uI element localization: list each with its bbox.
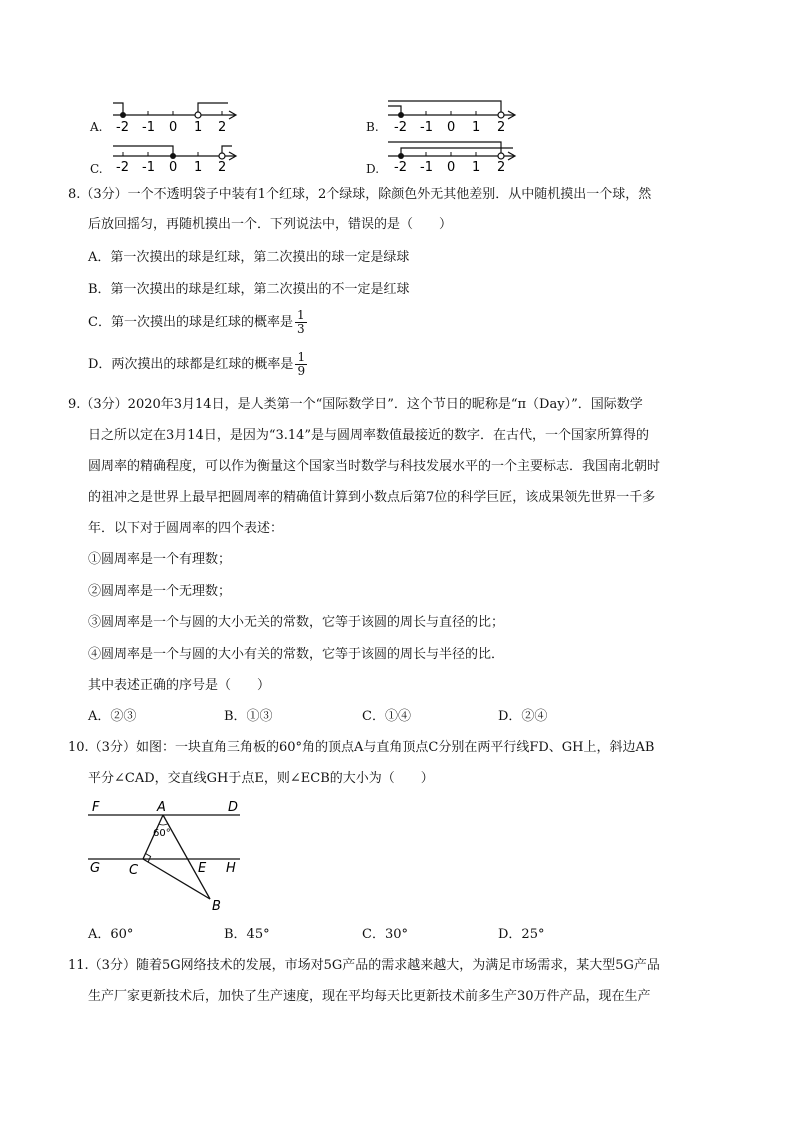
tick-label: 0 (169, 120, 178, 135)
angle-label: 60° (153, 828, 171, 839)
q9-stem-line5: 年．以下对于圆周率的四个表述： (88, 521, 284, 536)
label-e: E (198, 861, 207, 876)
q9-statement-3: ③圆周率是一个与圆的大小无关的常数，它等于该圆的周长与直径的比； (88, 615, 505, 630)
tick-label: 2 (497, 120, 506, 135)
q9-statement-2: ②圆周率是一个无理数； (88, 584, 232, 599)
q9-option-a[interactable]: A．②③ (88, 709, 137, 724)
q9-option-b[interactable]: B．①③ (224, 709, 273, 724)
label-a: A (157, 800, 166, 815)
tick-label: 0 (169, 160, 178, 175)
tick-label: -2 (394, 160, 407, 175)
tick-label: 1 (194, 160, 203, 175)
tick-label: -1 (142, 160, 155, 175)
tick-label: 2 (218, 120, 227, 135)
q11-stem-line2: 生产厂家更新技术后，加快了生产速度，现在平均每天比更新技术前多生产30万件产品，现在生产 (88, 989, 651, 1004)
q10-option-a[interactable]: A．60° (88, 927, 134, 942)
q10-stem-line2: 平分∠CAD，交直线GH于点E，则∠ECB的大小为（ ） (88, 771, 434, 786)
label-d: D (228, 800, 239, 815)
q8-option-d-text: D．两次摸出的球都是红球的概率是 (88, 357, 294, 372)
tick-label: -2 (394, 120, 407, 135)
label-f: F (92, 800, 100, 815)
label-c: C (129, 863, 139, 878)
fraction: $\frac{1}{3}$ (296, 308, 305, 336)
tick-label: -2 (116, 160, 129, 175)
tick-label: 0 (447, 160, 456, 175)
tick-label: 1 (472, 160, 481, 175)
tick-label: -1 (420, 160, 433, 175)
q8-stem-line1: 8.（3分）一个不透明袋子中装有1个红球，2个绿球，除颜色外无其他差别．从中随机摸出一个球，然 (68, 187, 652, 202)
option-letter: D. (366, 162, 380, 176)
tick-label: -2 (116, 120, 129, 135)
q9-stem-line1: 9.（3分）2020年3月14日，是人类第一个“国际数学日”．这个节日的昵称是“π（Day）”．国际数学 (68, 397, 643, 412)
label-h: H (226, 861, 236, 876)
option-letter: A. (90, 120, 103, 134)
tick-label: 2 (218, 160, 227, 175)
tick-label: 0 (447, 120, 456, 135)
q8-option-a[interactable]: A．第一次摸出的球是红球，第二次摸出的球一定是绿球 (88, 250, 410, 265)
q10-option-b[interactable]: B．45° (224, 927, 270, 942)
q9-stem-line4: 的祖冲之是世界上最早把圆周率的精确值计算到小数点后第7位的科学巨匠，该成果领先世界一千多 (88, 490, 656, 505)
q10-option-c[interactable]: C．30° (362, 927, 408, 942)
q9-stem-line3: 圆周率的精确程度，可以作为衡量这个国家当时数学与科技发展水平的一个主要标志．我国南北朝时 (88, 459, 661, 474)
q8-stem-line2: 后放回摇匀，再随机摸出一个．下列说法中，错误的是（ ） (88, 217, 453, 232)
tick-label: -1 (142, 120, 155, 135)
tick-label: 1 (472, 120, 481, 135)
q10-option-d[interactable]: D．25° (498, 927, 545, 942)
tick-label: -1 (420, 120, 433, 135)
q9-stem-line2: 日之所以定在3月14日，是因为“3.14”是与圆周率数值最接近的数字．在古代，一个国家所算得的 (88, 428, 650, 443)
q10-stem-line1: 10.（3分）如图：一块直角三角板的60°角的顶点A与直角顶点C分别在两平行线FD、GH上，斜边AB (68, 740, 655, 755)
q11-stem-line1: 11.（3分）随着5G网络技术的发展，市场对5G产品的需求越来越大，为满足市场需求，某大型5G产品 (68, 958, 660, 973)
option-letter: C. (90, 162, 103, 176)
q9-option-c[interactable]: C．①④ (362, 709, 411, 724)
label-b: B (212, 899, 221, 914)
q8-option-c-text: C．第一次摸出的球是红球的概率是 (88, 315, 293, 330)
q9-option-d[interactable]: D．②④ (498, 709, 548, 724)
label-g: G (90, 861, 101, 876)
tick-label: 1 (194, 120, 203, 135)
q9-statement-4: ④圆周率是一个与圆的大小有关的常数，它等于该圆的周长与半径的比． (88, 647, 505, 662)
option-letter: B. (366, 120, 379, 134)
q9-statement-1: ①圆周率是一个有理数； (88, 552, 232, 567)
angle-arc (159, 824, 168, 825)
q9-ask: 其中表述正确的序号是（ ） (88, 678, 271, 693)
tick-label: 2 (497, 160, 506, 175)
q8-option-b[interactable]: B．第一次摸出的球是红球，第二次摸出的不一定是红球 (88, 282, 410, 297)
fraction: $\frac{1}{9}$ (297, 350, 306, 378)
